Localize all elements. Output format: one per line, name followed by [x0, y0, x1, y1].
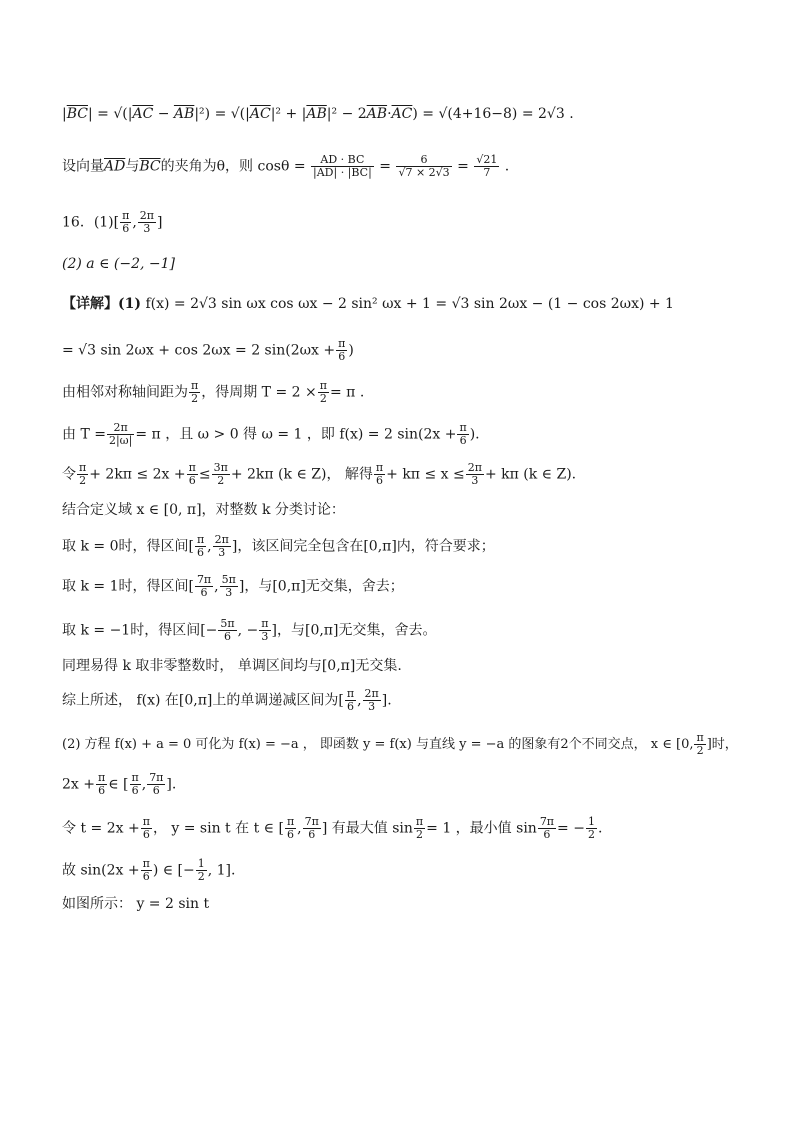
math-text: + kπ (k ∈ Z).: [484, 466, 577, 483]
math-text: $\overline{AB}$: [173, 106, 195, 122]
math-text: 6: [131, 784, 139, 797]
math-text: 设向量: [62, 158, 104, 175]
math-text: 6: [308, 828, 316, 841]
detail-line-domain: [62, 500, 753, 520]
math-text: 2: [587, 828, 595, 841]
math-text: 6: [200, 586, 208, 599]
math-text: + 2kπ (k ∈ Z)， 解得: [230, 466, 373, 483]
math-text: 与: [125, 158, 140, 175]
fraction: [147, 772, 165, 797]
part2-sin-range: [62, 858, 753, 883]
math-text: |AD| · |BC|: [313, 166, 372, 179]
math-text: 6: [396, 154, 451, 167]
math-text: 5π: [220, 617, 235, 630]
detail-line-2: [62, 338, 753, 363]
fraction: [414, 816, 425, 841]
math-text: π: [375, 461, 384, 474]
fraction: [187, 462, 198, 487]
fraction: [107, 422, 134, 447]
math-text: 2π: [107, 422, 134, 435]
math-text: π: [459, 421, 467, 434]
fraction: [466, 462, 484, 487]
fraction: [318, 380, 329, 405]
frac-dot-product: [311, 154, 374, 179]
fraction: [130, 772, 141, 797]
fraction: [96, 772, 107, 797]
math-text: 5π: [221, 573, 236, 586]
detail-line-conclusion: [62, 688, 753, 713]
math-text: 2π: [467, 461, 482, 474]
math-text: , −: [237, 622, 259, 639]
math-text: 2|ω|: [108, 434, 133, 447]
math-text: ,: [141, 776, 147, 793]
math-text: 6: [338, 350, 346, 363]
math-text: π: [191, 379, 199, 392]
math-text: 16．(1)[: [62, 214, 120, 231]
math-text: 2π: [364, 687, 379, 700]
math-text: ,: [357, 692, 362, 709]
math-text: 的夹角为θ，则 cosθ =: [160, 158, 306, 175]
fraction: [303, 816, 321, 841]
math-text: =: [457, 158, 469, 175]
math-text: f(x) = 2√3 sin ωx cos ωx − 2 sin² ωx + 1 = √3 sin 2ωx − (1 − cos 2ωx) + 1: [145, 296, 674, 312]
math-text: 综上所述， f(x) 在[0,π]上的单调递减区间为[: [62, 692, 344, 709]
math-text: $\overline{AB}$: [366, 106, 388, 122]
fraction: [212, 462, 230, 487]
math-text: 6: [346, 700, 354, 713]
fraction: [141, 858, 152, 883]
math-text: $\overline{AC}$: [132, 106, 154, 122]
case-k-1: [62, 574, 753, 599]
math-text: 令 t = 2x +: [62, 820, 140, 837]
math-text: (2) 方程 f(x) + a = 0 可化为 f(x) = −a ， 即函数 y = f(x) 与直线 y = −a 的图象有2个不同交点， x ∈ [0,: [62, 737, 694, 752]
math-text: ， y = sin t 在 t ∈ [: [152, 820, 284, 837]
math-text: 2: [197, 870, 205, 883]
fraction: [363, 688, 381, 713]
math-text: 3: [368, 700, 376, 713]
detail-line-nonzero: [62, 656, 753, 676]
math-text: 1: [197, 857, 205, 870]
math-text: 6: [142, 870, 150, 883]
math-text: 6: [287, 828, 295, 841]
math-text: = 1 ，最小值 sin: [426, 820, 537, 837]
math-text: 6: [376, 474, 384, 487]
math-text: 令: [62, 466, 76, 483]
math-text: $\overline{AD}$: [104, 158, 126, 175]
math-text: ]，与[0,π]无交集，舍去；: [238, 578, 404, 595]
math-text: ≤: [198, 466, 211, 483]
fraction: [457, 422, 468, 447]
detail-line-period: [62, 380, 753, 405]
math-text: 2: [696, 744, 704, 757]
math-text: ): [348, 342, 354, 359]
fraction: [195, 534, 206, 559]
line-bc-magnitude: $|\overline{BC}| = √(|\overline{AC} - \overline{AB}|^2) = √(|\overline{AC}|^2 + |\overline{AB}|^2 - 2\overline{AB}\cdot\overline{AC}) = √(4+16-8) = 2√3$ .: [62, 106, 574, 122]
math-text: =: [214, 106, 227, 122]
fraction: [259, 618, 270, 643]
math-text: = −: [557, 820, 585, 837]
math-text: 6: [142, 828, 150, 841]
math-text: 同理易得 k 取非零整数时， 单调区间均与[0,π]无交集.: [62, 658, 402, 674]
math-text: 7: [483, 166, 491, 179]
fraction: [694, 732, 705, 757]
math-text: ∈ [: [108, 776, 129, 793]
detail-line-omega: [62, 422, 753, 447]
math-text: π: [196, 533, 205, 546]
fraction: [213, 534, 231, 559]
math-text: 由 T =: [62, 426, 106, 443]
math-text: 7π: [539, 815, 555, 828]
math-text: =: [97, 106, 109, 122]
fraction: [218, 618, 236, 643]
math-text: π: [97, 771, 106, 784]
part2-substitution: [62, 816, 753, 841]
math-text: 故 sin(2x +: [62, 862, 140, 879]
math-text: + kπ ≤ x ≤: [386, 466, 465, 483]
math-text: ].: [166, 776, 177, 793]
math-text: 6: [152, 784, 160, 797]
detail-header: 【详解】(1): [62, 296, 141, 312]
fraction: [396, 154, 451, 179]
math-text: 取 k = −1时，得区间[−: [62, 622, 218, 639]
math-text: √7 × 2√3: [398, 166, 450, 179]
math-text: (2) a ∈ (−2, −1]: [62, 256, 175, 272]
math-text: ,: [297, 820, 302, 837]
detail-line-inequality: [62, 462, 753, 487]
fraction: [189, 380, 200, 405]
math-text: π: [261, 617, 269, 630]
fraction: [195, 574, 213, 599]
math-text: .: [504, 158, 510, 175]
math-text: 7π: [304, 815, 319, 828]
math-text: = √3 sin 2ωx + cos 2ωx = 2 sin(2ωx +: [62, 342, 336, 359]
math-text: ]: [157, 214, 163, 231]
math-text: 2: [416, 828, 424, 841]
math-text: π: [122, 209, 130, 222]
math-text: π: [319, 379, 327, 392]
math-text: 6: [224, 630, 232, 643]
math-text: ]，该区间完全包含在[0,π]内，符合要求；: [231, 538, 495, 555]
math-text: 2π: [214, 533, 229, 546]
math-text: 3: [143, 222, 151, 235]
figure-caption: [62, 894, 753, 914]
math-text: .: [597, 820, 603, 837]
math-text: AD · BC: [311, 154, 374, 167]
math-text: ,: [214, 578, 219, 595]
part2-range: [62, 772, 753, 797]
math-text: ]，与[0,π]无交集，舍去。: [271, 622, 437, 639]
math-text: π: [415, 815, 424, 828]
math-text: ).: [469, 426, 480, 443]
math-text: ,: [132, 214, 137, 231]
math-text: $\overline{BC}$: [139, 158, 161, 175]
math-text: = π .: [329, 384, 365, 401]
math-text: π: [142, 857, 150, 870]
fraction: [474, 154, 499, 179]
math-text: 3: [261, 630, 269, 643]
math-text: π: [346, 687, 355, 700]
math-text: 2: [191, 392, 199, 405]
math-text: ]时，: [706, 737, 738, 752]
math-text: ].: [381, 692, 392, 709]
math-text: 6: [197, 546, 205, 559]
answer-16-part2: [62, 254, 753, 274]
math-text: $\overline{AB}$: [306, 106, 327, 122]
fraction: [141, 816, 152, 841]
math-text: √21: [476, 153, 498, 166]
math-text: 6: [459, 434, 467, 447]
math-text: 3: [225, 586, 233, 599]
math-text: 2: [319, 392, 327, 405]
math-text: 6: [98, 784, 106, 797]
math-text: 结合定义域 x ∈ [0, π]，对整数 k 分类讨论：: [62, 502, 345, 518]
math-text: ] 有最大值 sin: [321, 820, 413, 837]
math-text: 2π: [139, 209, 155, 222]
fraction: [285, 816, 296, 841]
math-text: π: [142, 815, 150, 828]
math-text: π: [188, 461, 196, 474]
fraction: [374, 462, 385, 487]
fraction: [220, 574, 238, 599]
fraction: [196, 858, 207, 883]
math-text: 取 k = 0时，得区间[: [62, 538, 194, 555]
math-text: π: [286, 815, 295, 828]
vec-bc: $\overline{BC}$: [66, 106, 88, 122]
fraction: [120, 210, 131, 235]
fraction: [345, 688, 356, 713]
math-text: ，得周期 T = 2 ×: [201, 384, 317, 401]
fraction: [336, 338, 347, 363]
math-text: 由相邻对称轴间距为: [62, 384, 188, 401]
fraction: [138, 210, 156, 235]
math-text: π: [696, 731, 704, 744]
math-text: 2: [79, 474, 87, 487]
math-text: π: [79, 461, 87, 474]
math-text: 6: [122, 222, 130, 235]
math-text: 6: [188, 474, 196, 487]
math-text: $\overline{AC}$: [391, 106, 413, 122]
math-text: 1: [587, 815, 595, 828]
answer-16-part1: [62, 210, 753, 235]
math-text: 7π: [149, 771, 164, 784]
math-text: 取 k = 1时，得区间[: [62, 578, 194, 595]
fraction: [538, 816, 556, 841]
fraction: [77, 462, 88, 487]
case-k-0: [62, 534, 753, 559]
part2-equation: [62, 732, 753, 757]
fraction: [586, 816, 597, 841]
l1-tail: = √(4+16−8) = 2√3 .: [422, 106, 574, 122]
detail-line-1: [62, 294, 753, 314]
math-text: ,: [207, 538, 212, 555]
math-text: π: [131, 771, 139, 784]
math-text: 6: [543, 828, 551, 841]
math-text: + 2kπ ≤ 2x +: [89, 466, 186, 483]
math-text: 7π: [196, 573, 212, 586]
math-text: π: [338, 337, 346, 350]
math-text: 如图所示： y = 2 sin t: [62, 896, 210, 912]
math-text: = π ，且 ω > 0 得 ω = 1 ，即 f(x) = 2 sin(2x +: [135, 426, 457, 443]
math-text: ) ∈ [−: [152, 862, 195, 879]
math-text: $\overline{AC}$: [249, 106, 271, 122]
math-text: 3π: [213, 461, 228, 474]
case-k-neg1: [62, 618, 753, 643]
math-text: 3: [471, 474, 479, 487]
math-text: =: [379, 158, 391, 175]
line-cos-theta: [62, 154, 753, 179]
math-text: 3: [218, 546, 226, 559]
math-text: 2x +: [62, 776, 95, 793]
math-text: , 1].: [207, 862, 236, 879]
math-text: 2: [217, 474, 225, 487]
